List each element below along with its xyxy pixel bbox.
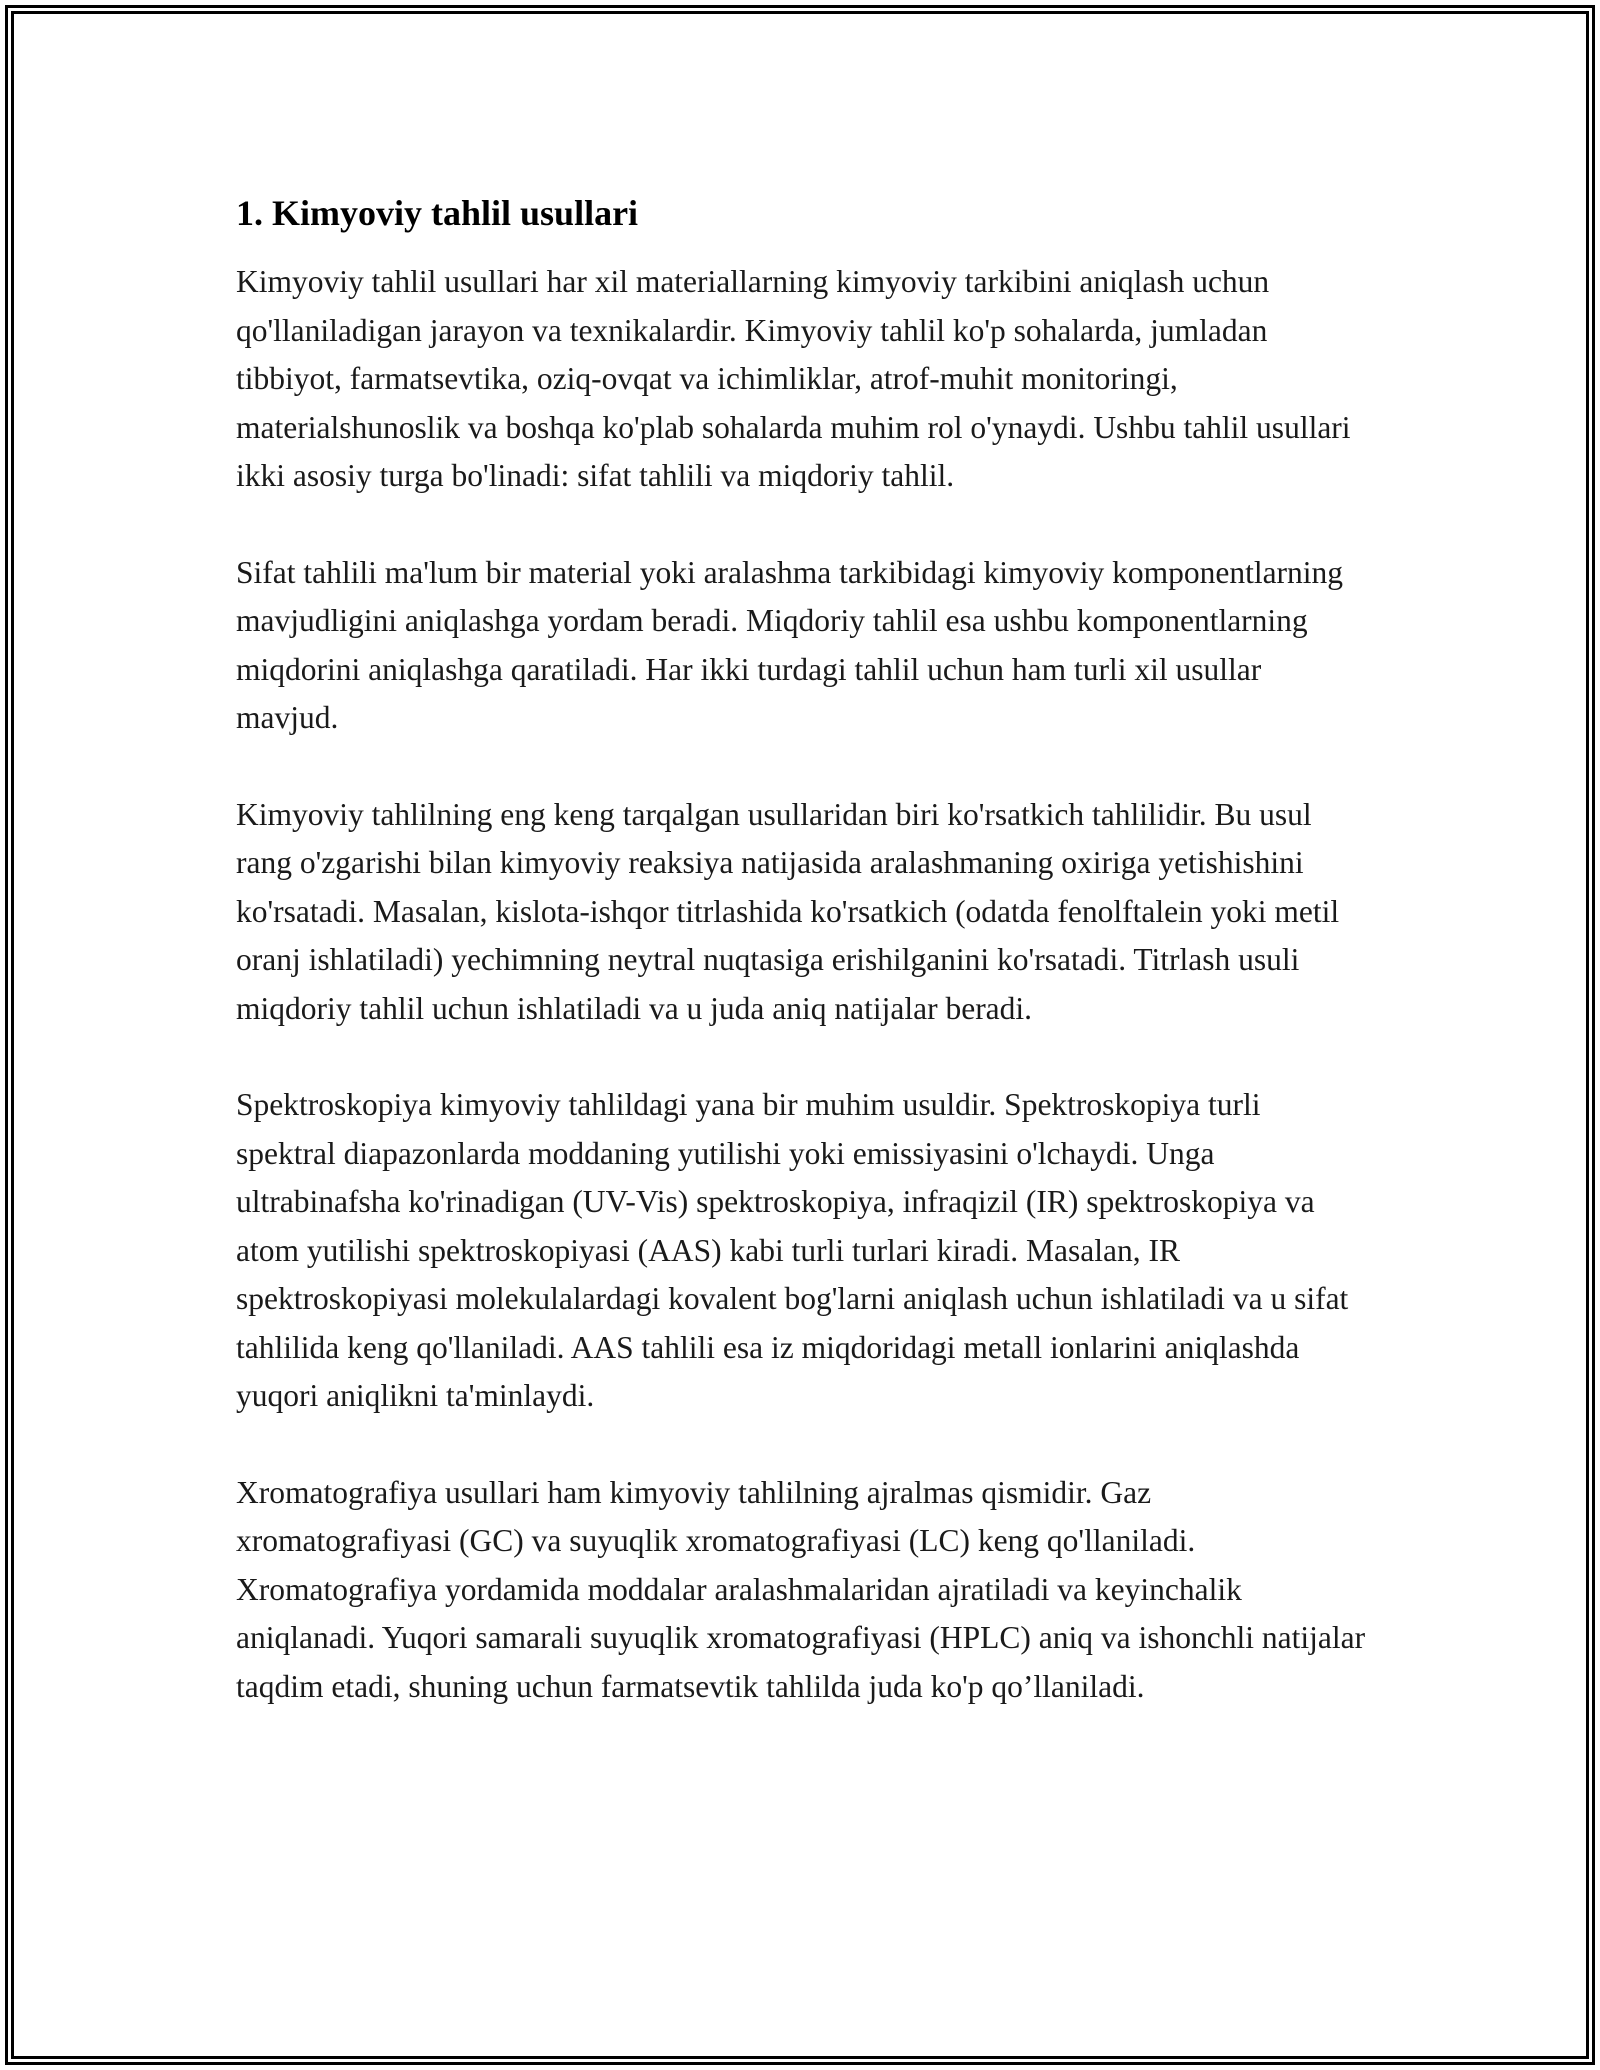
- paragraph-qualitative-quantitative: Sifat tahlili ma'lum bir material yoki aralashma tarkibidagi kimyoviy komponentlarning mavjudligini aniqlashga yordam beradi. Miqdoriy tahlil esa ushbu komponentlarning miqdorini aniqlashga qaratiladi. Har ikki turdagi tahlil uchun ham turli xil usullar mavjud.: [236, 554, 1344, 735]
- section-heading: 1. Kimyoviy tahlil usullari: [236, 193, 639, 233]
- paragraph-indicator-analysis: Kimyoviy tahlilning eng keng tarqalgan usullaridan biri ko'rsatkich tahlilidir. Bu usul rang o'zgarishi bilan kimyoviy reaksiya natijasida aralashmaning oxiriga yetishishini ko'rsatadi. Masalan, kislota-ishqor titrlashida ko'rsatkich (odatda fenolftalein yoki metil oranj ishlatiladi) yechimning neytral nuqtasiga erishilganini ko'rsatadi. Titrlash usuli miqdoriy tahlil uchun ishlatiladi va u juda aniq natijalar beradi.: [236, 796, 1340, 1026]
- paragraph-intro: Kimyoviy tahlil usullari har xil materiallarning kimyoviy tarkibini aniqlash uchun qo'llaniladigan jarayon va texnikalardir. Kimyoviy tahlil ko'p sohalarda, jumladan tibbiyot, farmatsevtika, oziq-ovqat va ichimliklar, atrof-muhit monitoringi, materialshunoslik va boshqa ko'plab sohalarda muhim rol o'ynaydi. Ushbu tahlil usullari ikki asosiy turga bo'linadi: sifat tahlili va miqdoriy tahlil.: [236, 264, 1351, 493]
- document-body: [236, 186, 1366, 1759]
- paragraph-spectroscopy: Spektroskopiya kimyoviy tahlildagi yana bir muhim usuldir. Spektroskopiya turli spektral diapazonlarda moddaning yutilishi yoki emissiyasini o'lchaydi. Unga ultrabinafsha ko'rinadigan (UV-Vis) spektroskopiya, infraqizil (IR) spektroskopiya va atom yutilishi spektroskopiyasi (AAS) kabi turli turlari kiradi. Masalan, IR spektroskopiyasi molekulalardagi kovalent bog'larni aniqlash uchun ishlatiladi va u sifat tahlilida keng qo'llaniladi. AAS tahlili esa iz miqdoridagi metall ionlarini aniqlashda yuqori aniqlikni ta'minlaydi.: [236, 1087, 1349, 1413]
- paragraph-chromatography: Xromatografiya usullari ham kimyoviy tahlilning ajralmas qismidir. Gaz xromatografiyasi (GC) va suyuqlik xromatografiyasi (LC) keng qo'llaniladi. Xromatografiya yordamida moddalar aralashmalaridan ajratiladi va keyinchalik aniqlanadi. Yuqori samarali suyuqlik xromatografiyasi (HPLC) aniq va ishonchli natijalar taqdim etadi, shuning uchun farmatsevtik tahlilda juda ko'p qo’llaniladi.: [236, 1474, 1366, 1704]
